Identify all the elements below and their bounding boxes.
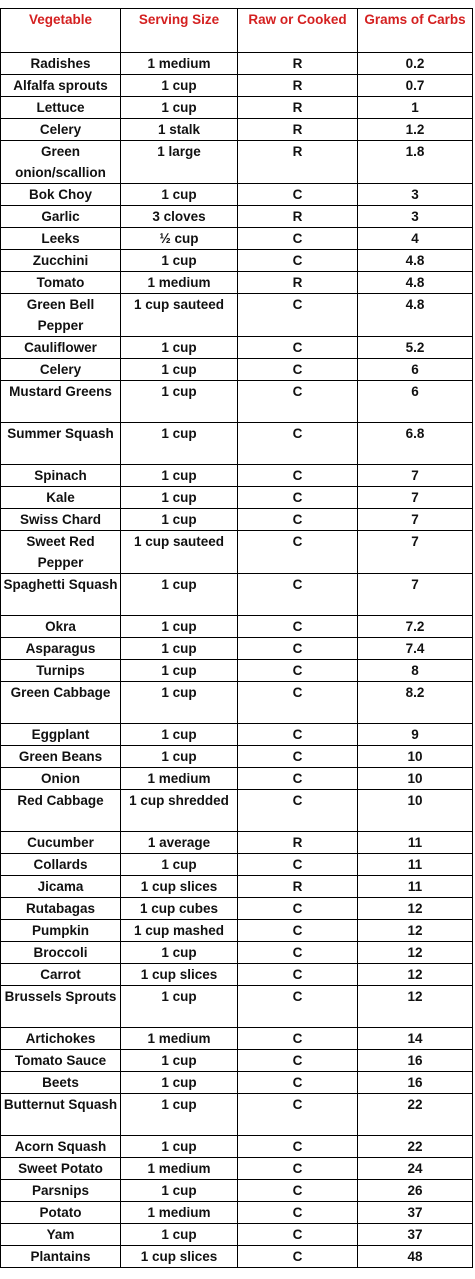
vegetable-cell: Green onion/scallion [1,141,121,184]
table-row [1,1246,473,1268]
header-grams-of-carbs: Grams of Carbs [358,9,473,53]
grams-cell: 0.2 [358,53,473,75]
serving-size-cell: 1 cup [121,250,238,272]
vegetable-cell: Pumpkin [1,920,121,942]
grams-cell: 10 [358,768,473,790]
grams-cell: 4.8 [358,294,473,337]
vegetable-cell: Sweet Red Pepper [1,531,121,574]
table-row [1,898,473,920]
raw-or-cooked-cell: R [238,53,358,75]
serving-size-cell: 1 cup [121,97,238,119]
serving-size-cell: 1 cup [121,1180,238,1202]
vegetable-cell: Garlic [1,206,121,228]
serving-size-cell: 1 medium [121,1202,238,1224]
vegetable-cell: Potato [1,1202,121,1224]
grams-cell: 3 [358,206,473,228]
raw-or-cooked-cell: R [238,272,358,294]
raw-or-cooked-cell: R [238,141,358,184]
table-row [1,487,473,509]
grams-cell: 11 [358,876,473,898]
table-row [1,1224,473,1246]
table-row [1,1136,473,1158]
grams-cell: 37 [358,1224,473,1246]
grams-cell: 1.2 [358,119,473,141]
grams-cell: 7.2 [358,616,473,638]
serving-size-cell: 1 cup [121,854,238,876]
table-row [1,724,473,746]
grams-cell: 12 [358,964,473,986]
vegetable-cell: Brussels Sprouts [1,986,121,1028]
serving-size-cell: 1 cup [121,616,238,638]
grams-cell: 0.7 [358,75,473,97]
grams-cell: 7 [358,465,473,487]
grams-cell: 22 [358,1094,473,1136]
grams-cell: 8 [358,660,473,682]
vegetable-cell: Yam [1,1224,121,1246]
table-row [1,942,473,964]
serving-size-cell: 1 cup [121,660,238,682]
raw-or-cooked-cell: C [238,294,358,337]
table-row [1,790,473,832]
table-row [1,832,473,854]
table-row [1,75,473,97]
vegetable-cell: Radishes [1,53,121,75]
table-row [1,920,473,942]
table-row [1,1050,473,1072]
table-row [1,1180,473,1202]
table-row [1,337,473,359]
raw-or-cooked-cell: C [238,487,358,509]
serving-size-cell: 1 cup [121,638,238,660]
serving-size-cell: 1 cup [121,682,238,724]
table-row [1,660,473,682]
raw-or-cooked-cell: C [238,898,358,920]
serving-size-cell: ½ cup [121,228,238,250]
table-row [1,531,473,574]
raw-or-cooked-cell: C [238,746,358,768]
grams-cell: 4.8 [358,250,473,272]
serving-size-cell: 1 cup [121,359,238,381]
grams-cell: 7 [358,487,473,509]
raw-or-cooked-cell: R [238,97,358,119]
table-row [1,1202,473,1224]
vegetable-cell: Green Cabbage [1,682,121,724]
serving-size-cell: 3 cloves [121,206,238,228]
raw-or-cooked-cell: C [238,1246,358,1268]
serving-size-cell: 1 cup [121,1072,238,1094]
vegetable-cell: Collards [1,854,121,876]
serving-size-cell: 1 cup [121,1224,238,1246]
table-row [1,206,473,228]
serving-size-cell: 1 cup mashed [121,920,238,942]
raw-or-cooked-cell: C [238,942,358,964]
serving-size-cell: 1 cup [121,942,238,964]
table-header [1,9,473,53]
grams-cell: 7 [358,574,473,616]
table-row [1,53,473,75]
raw-or-cooked-cell: C [238,616,358,638]
raw-or-cooked-cell: C [238,1202,358,1224]
raw-or-cooked-cell: C [238,359,358,381]
grams-cell: 10 [358,790,473,832]
raw-or-cooked-cell: C [238,638,358,660]
raw-or-cooked-cell: C [238,854,358,876]
table-row [1,616,473,638]
serving-size-cell: 1 cup [121,1094,238,1136]
vegetable-cell: Rutabagas [1,898,121,920]
table-row [1,986,473,1028]
vegetable-cell: Alfalfa sprouts [1,75,121,97]
serving-size-cell: 1 cup [121,487,238,509]
grams-cell: 37 [358,1202,473,1224]
serving-size-cell: 1 cup sauteed [121,531,238,574]
table-row [1,228,473,250]
serving-size-cell: 1 cup [121,337,238,359]
grams-cell: 12 [358,942,473,964]
grams-cell: 24 [358,1158,473,1180]
raw-or-cooked-cell: C [238,682,358,724]
grams-cell: 16 [358,1050,473,1072]
raw-or-cooked-cell: C [238,531,358,574]
serving-size-cell: 1 cup [121,381,238,423]
header-raw-or-cooked: Raw or Cooked [238,9,358,53]
grams-cell: 1.8 [358,141,473,184]
table-row [1,746,473,768]
vegetable-cell: Red Cabbage [1,790,121,832]
raw-or-cooked-cell: C [238,1050,358,1072]
table-row [1,465,473,487]
grams-cell: 11 [358,832,473,854]
vegetable-cell: Turnips [1,660,121,682]
raw-or-cooked-cell: C [238,790,358,832]
raw-or-cooked-cell: C [238,574,358,616]
raw-or-cooked-cell: C [238,724,358,746]
header-row [1,9,473,53]
raw-or-cooked-cell: C [238,337,358,359]
vegetable-cell: Cauliflower [1,337,121,359]
raw-or-cooked-cell: C [238,660,358,682]
grams-cell: 4 [358,228,473,250]
serving-size-cell: 1 cup shredded [121,790,238,832]
table-row [1,1158,473,1180]
raw-or-cooked-cell: R [238,206,358,228]
vegetable-cell: Zucchini [1,250,121,272]
vegetable-cell: Tomato Sauce [1,1050,121,1072]
grams-cell: 22 [358,1136,473,1158]
raw-or-cooked-cell: C [238,1136,358,1158]
raw-or-cooked-cell: C [238,768,358,790]
table-row [1,1072,473,1094]
vegetable-cell: Kale [1,487,121,509]
grams-cell: 26 [358,1180,473,1202]
grams-cell: 6.8 [358,423,473,465]
grams-cell: 1 [358,97,473,119]
vegetable-cell: Lettuce [1,97,121,119]
grams-cell: 7 [358,531,473,574]
serving-size-cell: 1 average [121,832,238,854]
grams-cell: 10 [358,746,473,768]
grams-cell: 12 [358,898,473,920]
header-serving-size: Serving Size [121,9,238,53]
serving-size-cell: 1 medium [121,53,238,75]
raw-or-cooked-cell: C [238,1180,358,1202]
raw-or-cooked-cell: C [238,1094,358,1136]
table-row [1,119,473,141]
raw-or-cooked-cell: C [238,228,358,250]
grams-cell: 7 [358,509,473,531]
vegetable-cell: Jicama [1,876,121,898]
vegetable-cell: Onion [1,768,121,790]
vegetable-cell: Acorn Squash [1,1136,121,1158]
grams-cell: 48 [358,1246,473,1268]
raw-or-cooked-cell: R [238,119,358,141]
raw-or-cooked-cell: R [238,75,358,97]
grams-cell: 7.4 [358,638,473,660]
raw-or-cooked-cell: C [238,250,358,272]
vegetable-cell: Sweet Potato [1,1158,121,1180]
vegetable-cell: Beets [1,1072,121,1094]
serving-size-cell: 1 cup [121,423,238,465]
serving-size-cell: 1 cup [121,574,238,616]
serving-size-cell: 1 cup [121,184,238,206]
vegetable-cell: Artichokes [1,1028,121,1050]
vegetable-cell: Cucumber [1,832,121,854]
vegetable-cell: Broccoli [1,942,121,964]
raw-or-cooked-cell: C [238,1158,358,1180]
vegetable-cell: Okra [1,616,121,638]
raw-or-cooked-cell: C [238,986,358,1028]
vegetable-cell: Celery [1,119,121,141]
serving-size-cell: 1 medium [121,272,238,294]
vegetable-cell: Carrot [1,964,121,986]
raw-or-cooked-cell: C [238,465,358,487]
vegetable-cell: Mustard Greens [1,381,121,423]
table-row [1,97,473,119]
raw-or-cooked-cell: C [238,964,358,986]
table-row [1,141,473,184]
table-row [1,423,473,465]
serving-size-cell: 1 cup [121,724,238,746]
grams-cell: 6 [358,381,473,423]
grams-cell: 9 [358,724,473,746]
table-row [1,876,473,898]
table-row [1,964,473,986]
grams-cell: 8.2 [358,682,473,724]
raw-or-cooked-cell: C [238,920,358,942]
serving-size-cell: 1 cup sauteed [121,294,238,337]
vegetable-cell: Leeks [1,228,121,250]
raw-or-cooked-cell: C [238,1224,358,1246]
vegetable-cell: Plantains [1,1246,121,1268]
serving-size-cell: 1 cup [121,509,238,531]
serving-size-cell: 1 cup slices [121,1246,238,1268]
vegetable-cell: Summer Squash [1,423,121,465]
serving-size-cell: 1 cup slices [121,964,238,986]
table-row [1,1094,473,1136]
vegetable-cell: Spaghetti Squash [1,574,121,616]
grams-cell: 6 [358,359,473,381]
table-row [1,1028,473,1050]
table-row [1,638,473,660]
serving-size-cell: 1 cup [121,1136,238,1158]
vegetable-cell: Spinach [1,465,121,487]
vegetable-cell: Bok Choy [1,184,121,206]
vegetable-cell: Asparagus [1,638,121,660]
table-row [1,272,473,294]
raw-or-cooked-cell: C [238,1072,358,1094]
grams-cell: 12 [358,920,473,942]
serving-size-cell: 1 cup [121,746,238,768]
serving-size-cell: 1 cup [121,986,238,1028]
serving-size-cell: 1 medium [121,1028,238,1050]
serving-size-cell: 1 stalk [121,119,238,141]
table-row [1,509,473,531]
carb-table [0,8,473,1268]
serving-size-cell: 1 cup [121,1050,238,1072]
serving-size-cell: 1 cup slices [121,876,238,898]
grams-cell: 4.8 [358,272,473,294]
vegetable-cell: Green Beans [1,746,121,768]
table-row [1,854,473,876]
raw-or-cooked-cell: C [238,423,358,465]
serving-size-cell: 1 medium [121,1158,238,1180]
raw-or-cooked-cell: R [238,876,358,898]
serving-size-cell: 1 large [121,141,238,184]
raw-or-cooked-cell: C [238,184,358,206]
table-row [1,359,473,381]
grams-cell: 11 [358,854,473,876]
table-row [1,381,473,423]
header-vegetable: Vegetable [1,9,121,53]
table-row [1,768,473,790]
vegetable-cell: Tomato [1,272,121,294]
grams-cell: 12 [358,986,473,1028]
grams-cell: 5.2 [358,337,473,359]
vegetable-cell: Parsnips [1,1180,121,1202]
table-row [1,184,473,206]
vegetable-cell: Butternut Squash [1,1094,121,1136]
grams-cell: 3 [358,184,473,206]
raw-or-cooked-cell: C [238,381,358,423]
vegetable-cell: Celery [1,359,121,381]
table-row [1,682,473,724]
table-row [1,250,473,272]
vegetable-cell: Eggplant [1,724,121,746]
raw-or-cooked-cell: C [238,509,358,531]
serving-size-cell: 1 cup [121,75,238,97]
table-row [1,574,473,616]
raw-or-cooked-cell: R [238,832,358,854]
raw-or-cooked-cell: C [238,1028,358,1050]
serving-size-cell: 1 cup [121,465,238,487]
grams-cell: 16 [358,1072,473,1094]
table-body [1,53,473,1268]
serving-size-cell: 1 cup cubes [121,898,238,920]
vegetable-cell: Swiss Chard [1,509,121,531]
vegetable-cell: Green Bell Pepper [1,294,121,337]
table-row [1,294,473,337]
serving-size-cell: 1 medium [121,768,238,790]
grams-cell: 14 [358,1028,473,1050]
